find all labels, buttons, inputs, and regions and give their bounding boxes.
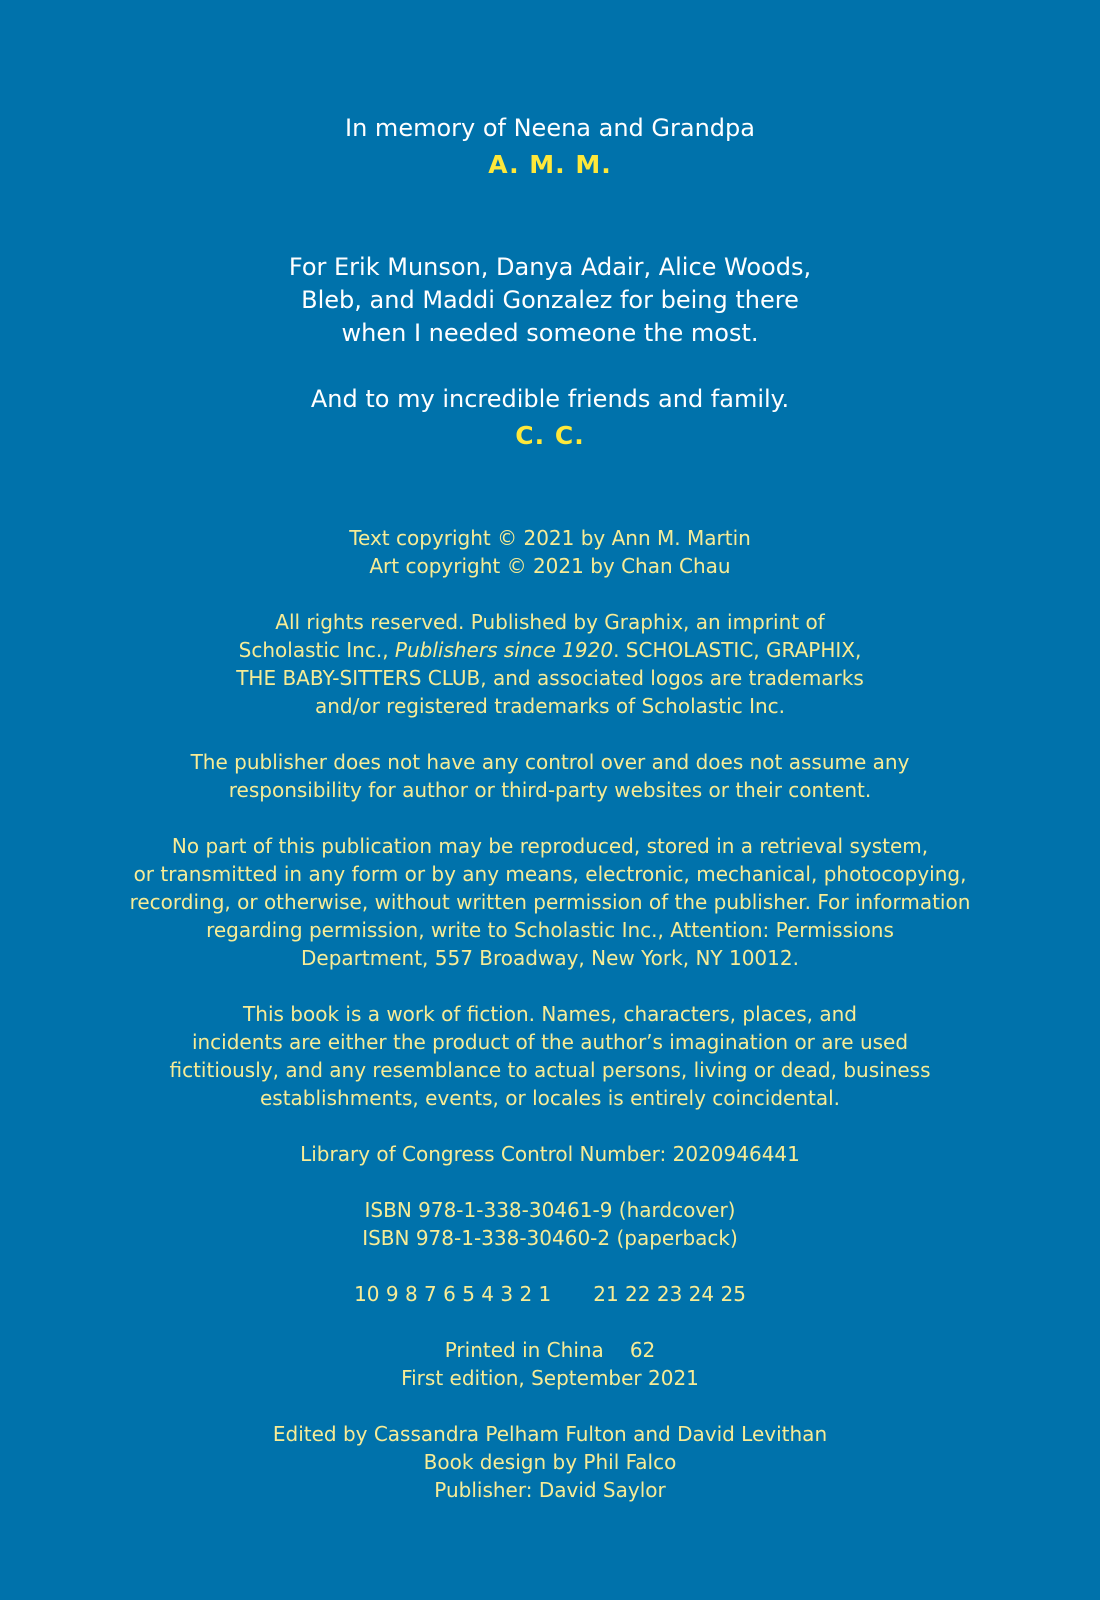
rights-line: and/or registered trademarks of Scholastic Inc. <box>314 694 786 718</box>
rights-notice <box>0 608 1100 720</box>
credit-line: Edited by Cassandra Pelham Fulton and David Levithan <box>272 1422 828 1446</box>
printing-numbers: 10 9 8 7 6 5 4 3 2 1 <box>354 1282 552 1306</box>
text-copyright: Text copyright © 2021 by Ann M. Martin <box>349 526 751 550</box>
publisher-notice-line: The publisher does not have any control over and does not assume any <box>190 750 910 774</box>
reproduction-line: or transmitted in any form or by any means, electronic, mechanical, photocopying, <box>133 862 967 886</box>
rights-line-post: . SCHOLASTIC, GRAPHIX, <box>613 638 862 662</box>
isbn-paperback: ISBN 978-1-338-30460-2 (paperback) <box>362 1226 738 1250</box>
printed-block <box>0 1336 1100 1392</box>
rights-line-pre: Scholastic Inc., <box>238 638 395 662</box>
legal-block <box>0 524 1100 1504</box>
fiction-notice <box>0 1000 1100 1112</box>
fiction-line: This book is a work of fiction. Names, characters, places, and <box>243 1002 857 1026</box>
credit-line: Book design by Phil Falco <box>423 1450 677 1474</box>
loc-number <box>0 1140 1100 1168</box>
dedication-two <box>0 251 1100 454</box>
edition-line: First edition, September 2021 <box>401 1366 699 1390</box>
fiction-line: establishments, events, or locales is entirely coincidental. <box>259 1086 841 1110</box>
dedication-one-text: In memory of Neena and Grandpa <box>345 114 755 142</box>
loc-line: Library of Congress Control Number: 2020946441 <box>300 1142 800 1166</box>
rights-line: THE BABY-SITTERS CLUB, and associated logos are trademarks <box>236 666 864 690</box>
dedication-two-line: when I needed someone the most. <box>341 319 759 347</box>
dedication-one-initials: A. M. M. <box>488 150 612 179</box>
reproduction-notice <box>0 832 1100 972</box>
publisher-notice <box>0 748 1100 804</box>
fiction-line: fictitiously, and any resemblance to actual persons, living or dead, business <box>169 1058 931 1082</box>
dedication-two-line: For Erik Munson, Danya Adair, Alice Woods, <box>288 253 812 281</box>
publishers-since: Publishers since 1920 <box>394 638 614 662</box>
printing-numbers-row <box>0 1280 1100 1308</box>
dedication-two-line: Bleb, and Maddi Gonzalez for being there <box>301 286 799 314</box>
printed-place: Printed in China <box>444 1338 604 1362</box>
fiction-line: incidents are either the product of the author’s imagination or are used <box>191 1030 909 1054</box>
dedication-one <box>0 112 1100 183</box>
isbn-block <box>0 1196 1100 1252</box>
reproduction-line: recording, or otherwise, without written permission of the publisher. For information <box>129 890 971 914</box>
printed-code: 62 <box>629 1338 656 1362</box>
rights-line <box>0 636 1100 664</box>
reproduction-line: No part of this publication may be reproduced, stored in a retrieval system, <box>171 834 929 858</box>
reproduction-line: Department, 557 Broadway, New York, NY 10012. <box>301 946 799 970</box>
dedication-two-initials: C. C. <box>515 421 585 450</box>
copyright-notice <box>0 524 1100 580</box>
reproduction-line: regarding permission, write to Scholastic Inc., Attention: Permissions <box>206 918 894 942</box>
dedication-two-closing: And to my incredible friends and family. <box>310 385 790 413</box>
publisher-notice-line: responsibility for author or third-party websites or their content. <box>228 778 872 802</box>
credit-line: Publisher: David Saylor <box>434 1478 666 1502</box>
credits-block <box>0 1420 1100 1504</box>
art-copyright: Art copyright © 2021 by Chan Chau <box>369 554 731 578</box>
rights-line: All rights reserved. Published by Graphix, an imprint of <box>275 610 825 634</box>
printed-row <box>0 1336 1100 1364</box>
printing-years: 21 22 23 24 25 <box>593 1282 746 1306</box>
printing-line <box>0 1280 1100 1308</box>
isbn-hardcover: ISBN 978-1-338-30461-9 (hardcover) <box>364 1198 736 1222</box>
